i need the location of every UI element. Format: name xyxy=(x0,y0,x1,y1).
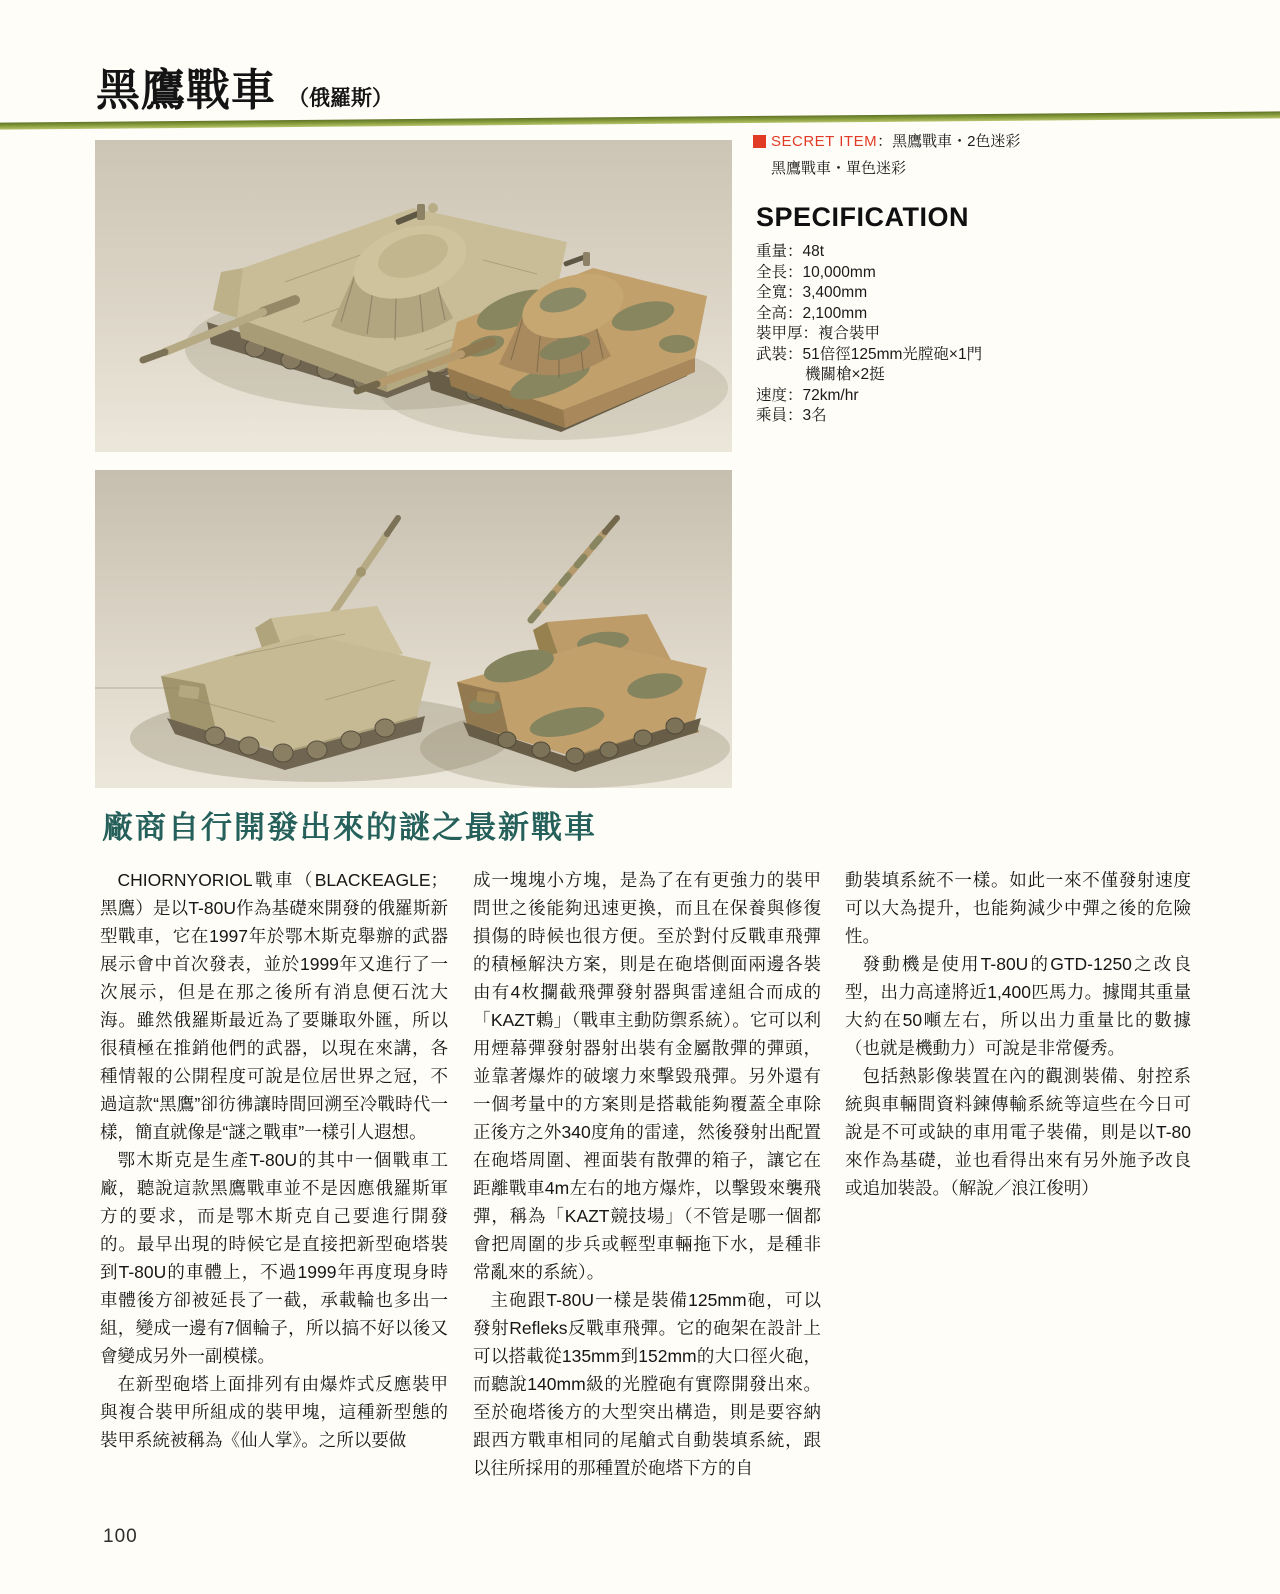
page-title: 黑鷹戰車 xyxy=(96,66,276,115)
secret-item-caption xyxy=(753,128,1020,182)
article-heading: 廠商自行開發出來的謎之最新戰車 xyxy=(102,810,597,845)
page-title-country: （俄羅斯） xyxy=(288,87,393,110)
photo-top-image xyxy=(95,140,732,452)
spec-row-weight: 重量：48t xyxy=(756,243,825,260)
paragraph: 包括熱影像裝置在內的觀測裝備、射控系統與車輛間資料鍊傳輸系統等這些在今日可說是不可或缺的車用電子裝備，則是以T-80來作為基礎，並也看得出來有另外施予改良或追加裝設。（解說／浪江俊明） xyxy=(845,1066,1191,1198)
specification-list xyxy=(756,242,982,427)
spec-row-width: 全寬：3,400mm xyxy=(756,284,868,301)
spec-row-armament: 武裝：51倍徑125mm光膛砲×1門 xyxy=(756,345,983,363)
paragraph: 在新型砲塔上面排列有由爆炸式反應裝甲與複合裝甲所組成的裝甲塊，這種新型態的裝甲系統被稱為《仙人掌》。之所以要做 xyxy=(100,1374,448,1450)
specification-heading: SPECIFICATION xyxy=(756,202,970,232)
page-number: 100 xyxy=(103,1526,138,1547)
paragraph: 鄂木斯克是生產T-80U的其中一個戰車工廠，聽說這款黑鷹戰車並不是因應俄羅斯軍方的要求，而是鄂木斯克自己要進行開發的。最早出現的時候它是直接把新型砲塔裝到T-80U的車體上，不過1999年再度現身時車體後方卻被延長了一截，承載輪也多出一組，變成一邊有7個輪子，所以搞不好以後又會變成另外一副模樣。 xyxy=(100,1150,448,1366)
spec-row-armament-2: 機關槍×2挺 xyxy=(805,366,885,383)
secret-item-line-1 xyxy=(753,128,1020,155)
spec-row-length: 全長：10,000mm xyxy=(756,263,876,281)
spec-row-height: 全高：2,100mm xyxy=(756,304,868,322)
article-column-3 xyxy=(845,866,1191,1202)
secret-item-variant-1: ：黑鷹戰車・2色迷彩 xyxy=(877,133,1021,150)
photo-bottom-image xyxy=(95,470,732,788)
page-header xyxy=(96,54,393,118)
paragraph: 主砲跟T-80U一樣是裝備125mm砲，可以發射Refleks反戰車飛彈。它的砲架在設計上可以搭載從135mm到152mm的大口徑火砲，而聽說140mm級的光膛砲有實際開發出來。至於砲塔後方的大型突出構造，則是要容納跟西方戰車相同的尾艙式自動裝填系統，跟以往所採用的那種置於砲塔下方的自 xyxy=(473,1290,821,1478)
photo-bottom xyxy=(95,470,732,788)
secret-item-bullet-icon xyxy=(753,135,766,148)
secret-item-label: SECRET ITEM xyxy=(771,133,878,150)
article-column-1 xyxy=(100,866,448,1454)
spec-row-crew: 乘員：3名 xyxy=(756,407,827,424)
article-column-2 xyxy=(473,866,821,1482)
photo-top xyxy=(95,140,732,452)
paragraph: 成一塊塊小方塊，是為了在有更強力的裝甲問世之後能夠迅速更換，而且在保養與修復損傷的時候也很方便。至於對付反戰車飛彈的積極解決方案，則是在砲塔側面兩邊各裝由有4枚攔截飛彈發射器與雷達組合而成的「KAZT鶇」（戰車主動防禦系統）。它可以利用煙幕彈發射器射出裝有金屬散彈的彈頭，並靠著爆炸的破壞力來擊毀飛彈。另外還有一個考量中的方案則是搭載能夠覆蓋全車除正後方之外340度角的雷達，然後發射出配置在砲塔周圍、裡面裝有散彈的箱子，讓它在距離戰車4m左右的地方爆炸，以擊毀來襲飛彈，稱為「KAZT競技場」（不管是哪一個都會把周圍的步兵或輕型車輛拖下水，是種非常亂來的系統）。 xyxy=(473,870,821,1282)
paragraph: 動裝填系統不一樣。如此一來不僅發射速度可以大為提升，也能夠減少中彈之後的危險性。 xyxy=(845,870,1191,946)
paragraph: 發動機是使用T-80U的GTD-1250之改良型，出力高達將近1,400匹馬力。據聞其重量大約在50噸左右，所以出力重量比的數據（也就是機動力）可說是非常優秀。 xyxy=(845,954,1191,1058)
paragraph: CHIORNYORIOL戰車（BLACKEAGLE；黑鷹）是以T-80U作為基礎來開發的俄羅斯新型戰車，它在1997年於鄂木斯克舉辦的武器展示會中首次發表，並於1999年又進行了一次展示，但是在那之後所有消息便石沈大海。雖然俄羅斯最近為了要賺取外匯，所以很積極在推銷他們的武器，以現在來講，各種情報的公開程度可說是位居世界之冠，不過這款“黑鷹”卻彷彿讓時間回溯至冷戰時代一樣，簡直就像是“謎之戰車”一樣引人遐想。 xyxy=(100,870,448,1142)
spec-row-armor: 裝甲厚：複合裝甲 xyxy=(756,325,881,342)
spec-row-speed: 速度：72km/hr xyxy=(756,386,859,404)
secret-item-variant-2: 黑鷹戰車・單色迷彩 xyxy=(771,160,907,177)
